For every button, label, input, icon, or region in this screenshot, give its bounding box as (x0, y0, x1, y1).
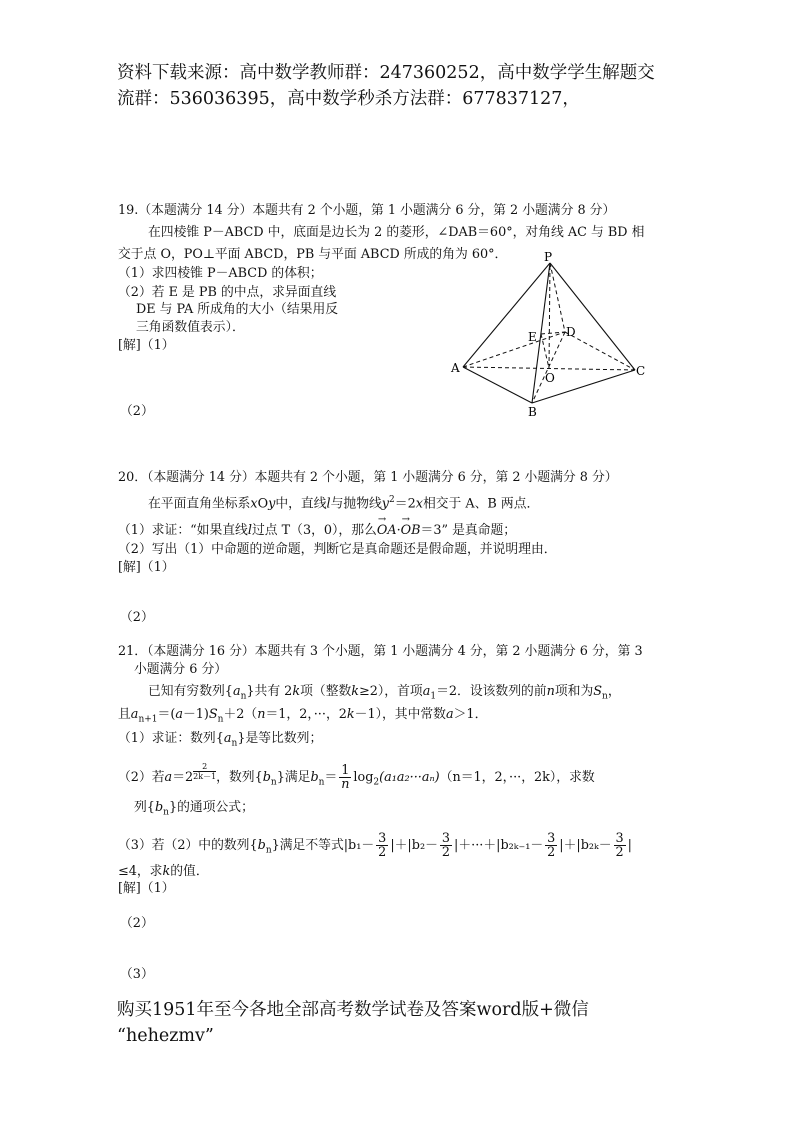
vertex-label-c: C (636, 364, 646, 378)
q21-sub-1: （1）求证：数列$\{a_n\}$是等比数列； (118, 731, 323, 749)
q19-body-2: 交于点 O，PO⊥平面 ABCD，PB 与平面 ABCD 所成的角为 60°． (118, 247, 508, 262)
q21-sub-2-cont: 列$\{b_n\}$的通项公式； (134, 800, 254, 818)
q21-solution-3: （3） (120, 967, 154, 982)
vector-oa: → OA (377, 523, 397, 539)
q19-sub-2a: （2）若 E 是 PB 的中点，求异面直线 (118, 285, 337, 300)
q20-heading: 20．（本题满分 14 分）本题共有 2 个小题，第 1 小题满分 6 分，第 2 小题满分 8 分） (118, 470, 618, 485)
header-line-2: 流群：536036395，高中数学秒杀方法群：677837127， (117, 89, 580, 109)
vertex-label-d: D (566, 325, 576, 339)
q19-solution-2: （2） (120, 404, 154, 419)
q19-body-1: 在四棱锥 P－ABCD 中，底面是边长为 2 的菱形，∠DAB＝60°，对角线 AC 与 BD 相 (148, 225, 645, 240)
q20-solution-2: （2） (120, 610, 154, 625)
q21-sub-3-cont: ≤4，求k的值． (118, 864, 209, 879)
pyramid-figure (445, 250, 660, 420)
q21-body-1: 已知有穷数列$\{a_n\}$共有 2k项（整数k≥2），首项$a_1=2$．设该数列的前n项和为$S_n$， (148, 684, 621, 702)
header-line-1: 资料下载来源：高中数学教师群：247360252，高中数学学生解题交 (117, 63, 655, 83)
q20-solution-1: [解]（1） (118, 560, 175, 575)
vector-ob: → OB (401, 523, 421, 539)
q19-solution-1: [解]（1） (118, 338, 175, 353)
q19-sub-2c: 三角函数值表示）． (136, 320, 245, 335)
q21-sub-2: （2）若a＝2 $\frac{2}{2k-1}$ ，数列$\{b_n\}$满足$b_n=$ $\frac{1}{n}$ $\log_2(a_1a_2\cdot\cdot\cdot a_n)(n=1$，2，···，2k），求数 (118, 762, 595, 792)
footer-line-1: 购买1951年至今各地全部高考数学试卷及答案word版+微信 (117, 1000, 589, 1020)
q20-sub-2: （2）写出（1）中命题的逆命题，判断它是真命题还是假命题，并说明理由． (118, 542, 557, 557)
q20-sub-1: （1）求证：“如果直线l过点 T（3，0），那么→ OA·→ OB＝3” 是真命题； (118, 523, 516, 539)
q21-solution-1: [解]（1） (118, 881, 175, 896)
vertex-label-e: E (528, 330, 537, 344)
q19-sub-2b: DE 与 PA 所成角的大小（结果用反 (136, 302, 339, 317)
footer-line-2: “hehezmv” (117, 1026, 214, 1046)
vertex-label-p: P (544, 250, 553, 264)
q21-solution-2: （2） (120, 916, 154, 931)
vertex-label-o: O (545, 371, 555, 385)
q21-body-2: 且$a_{n+1}=(a-1)S_n+2(n=1$，2，···，2k－1），其中常数a＞1． (118, 707, 488, 725)
q20-body: 在平面直角坐标系xOy中，直线l与抛物线$y^2=2x$相交于 A、B 两点． (148, 495, 540, 512)
q21-heading-1: 21．（本题满分 16 分）本题共有 3 个小题，第 1 小题满分 4 分，第 2 小题满分 6 分，第 3 (118, 644, 643, 659)
vertex-label-b: B (528, 405, 537, 419)
vertex-label-a: A (451, 361, 460, 375)
q19-heading: 19.（本题满分 14 分）本题共有 2 个小题，第 1 小题满分 6 分，第 2 小题满分 8 分） (118, 203, 616, 218)
q19-sub-1: （1）求四棱锥 P－ABCD 的体积； (118, 266, 323, 281)
q21-heading-2: 小题满分 6 分） (134, 662, 228, 677)
q21-sub-3: （3）若（2）中的数列$\{b_n\}$满足不等式|b₁－ $\frac{3}{2}$ |＋|b₂－ $\frac{3}{2}$ |＋···＋|b₂ₖ₋₁－ $\frac{3}{2}$ |＋|b₂ₖ－ $\frac{3}{2}$ | (118, 831, 632, 860)
